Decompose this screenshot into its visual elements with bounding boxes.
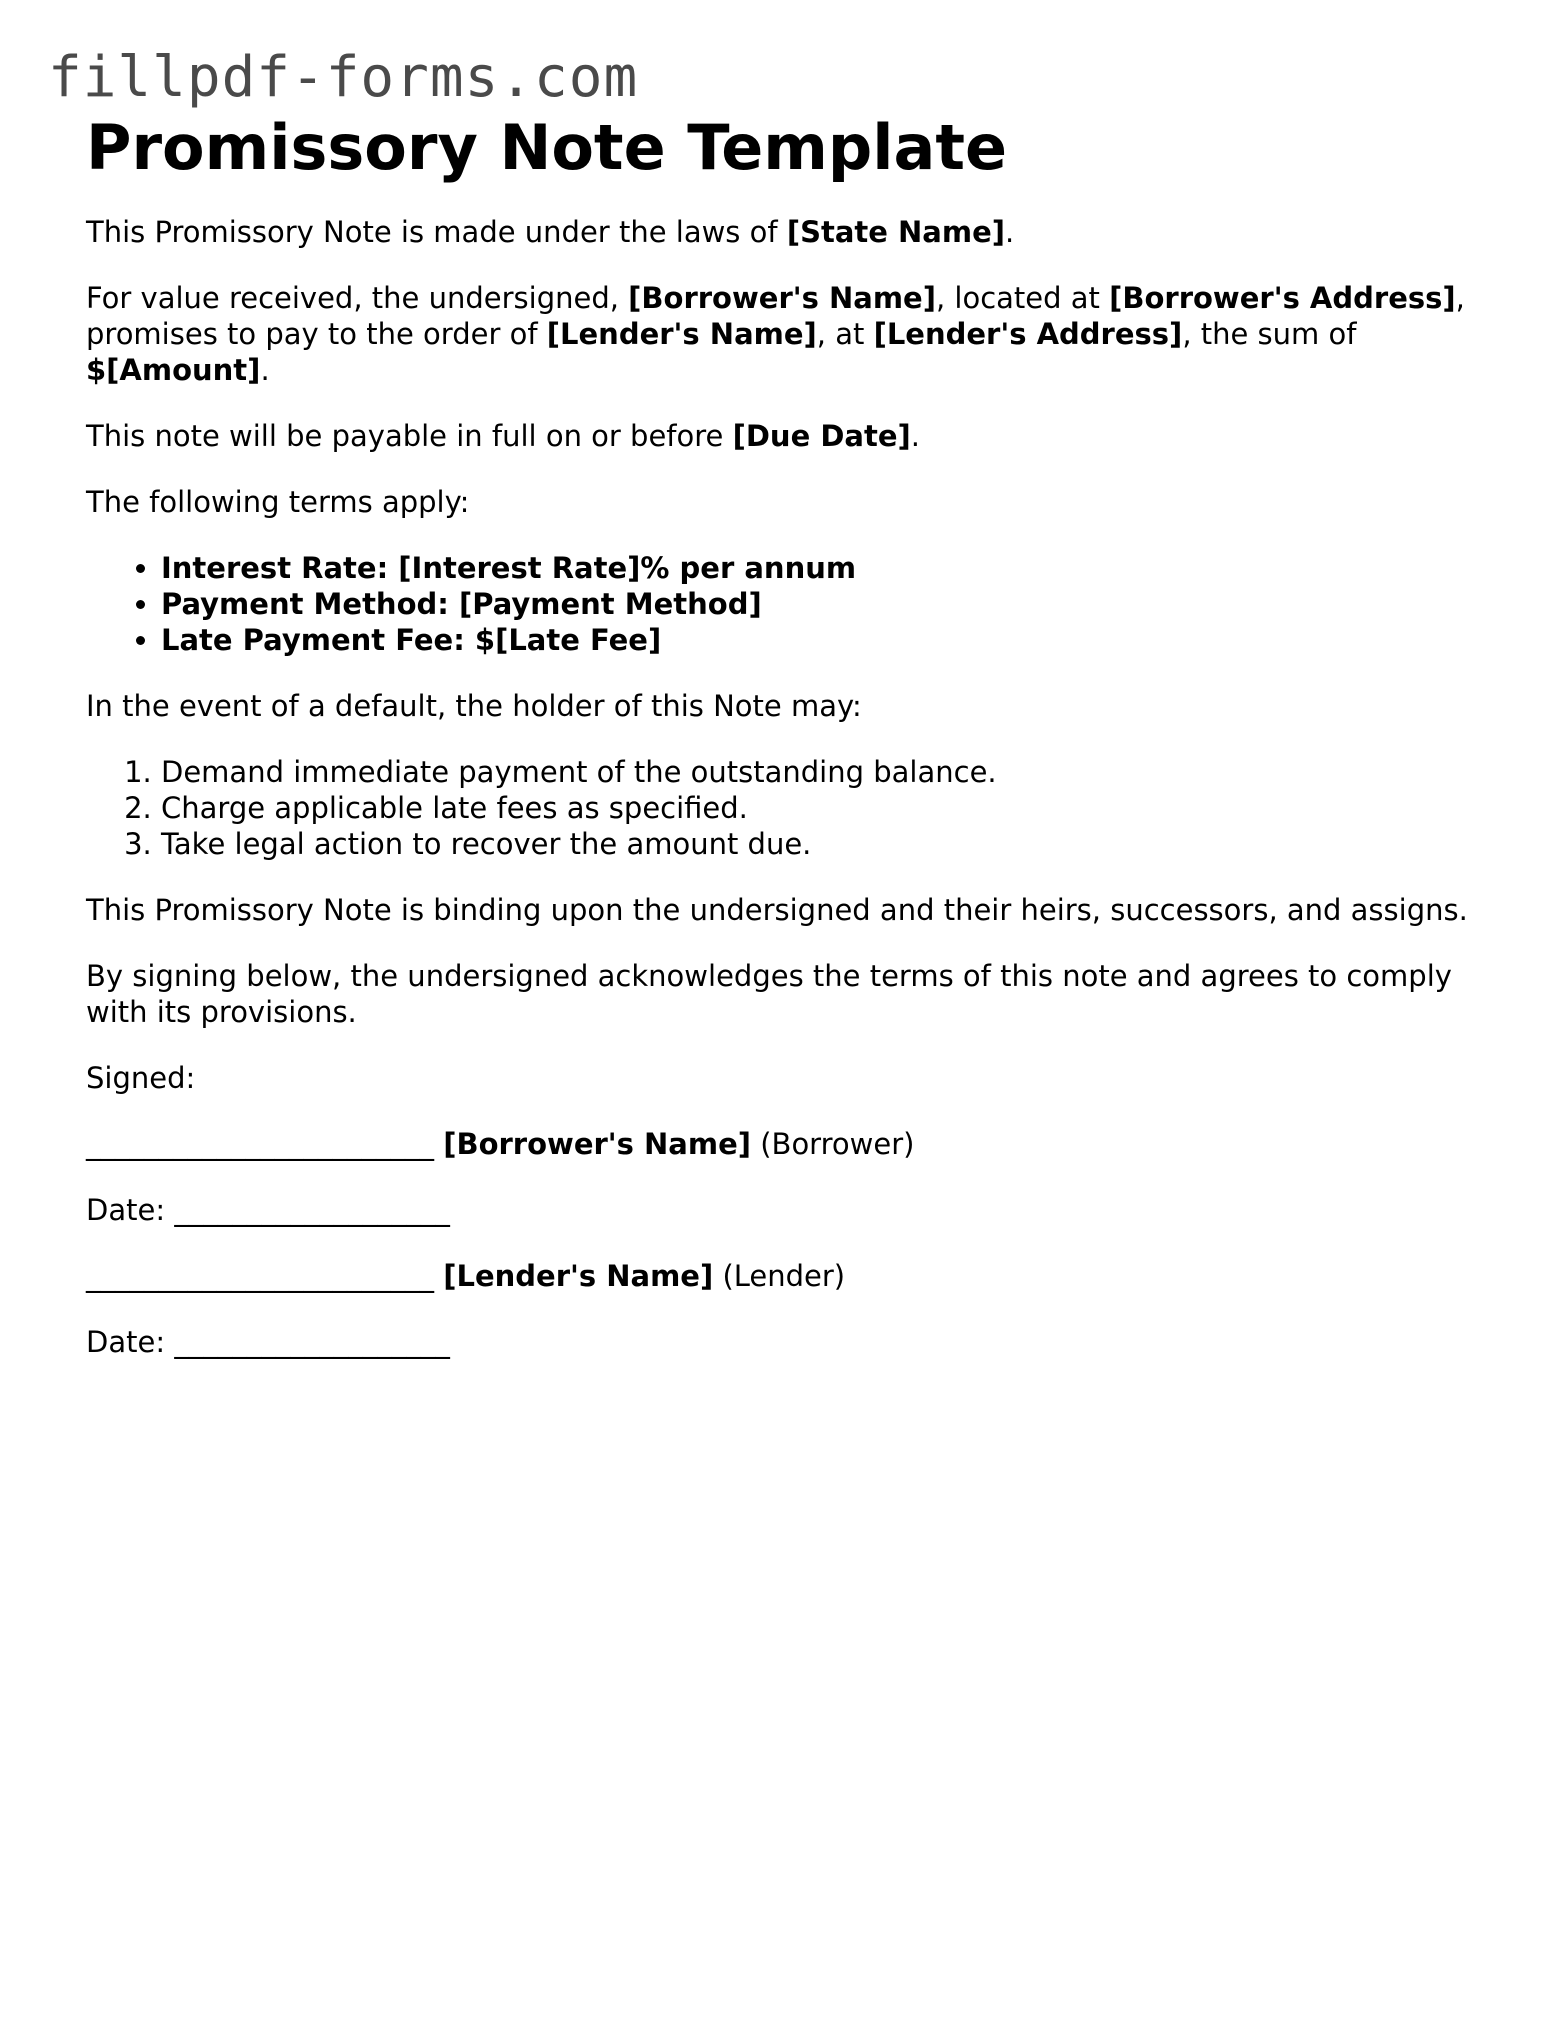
terms-list — [86, 550, 1486, 658]
lender-signature-line — [86, 1258, 1486, 1294]
borrower-address-placeholder: [Borrower's Address] — [1109, 281, 1456, 315]
state-placeholder: [State Name] — [786, 215, 1005, 249]
value-text-2: , located at — [935, 281, 1110, 315]
list-item: 1. Demand immediate payment of the outstanding balance. — [161, 754, 1486, 790]
date-blank: ___________________ — [174, 1325, 450, 1359]
state-paragraph — [86, 214, 1486, 250]
list-item: 2. Charge applicable late fees as specified. — [161, 790, 1486, 826]
state-suffix: . — [1005, 215, 1015, 249]
page-title: Promissory Note Template — [86, 111, 1008, 184]
signature-blank: ________________________ — [86, 1259, 434, 1293]
due-paragraph — [86, 418, 1486, 454]
terms-intro: The following terms apply: — [86, 485, 470, 519]
list-item: • Late Payment Fee: $[Late Fee] — [161, 622, 1486, 658]
due-suffix: . — [910, 419, 920, 453]
borrower-signature-line — [86, 1126, 1486, 1162]
value-text-1: For value received, the undersigned, — [86, 281, 629, 315]
lender-signature-name: [Lender's Name] — [443, 1259, 714, 1293]
borrower-name-placeholder: [Borrower's Name] — [628, 281, 936, 315]
binding-paragraph: This Promissory Note is binding upon the undersigned and their heirs, successors, and assigns. — [86, 893, 1468, 927]
date-label: Date: — [86, 1193, 166, 1227]
date-label: Date: — [86, 1325, 166, 1359]
value-paragraph — [86, 280, 1486, 388]
borrower-date-line — [86, 1192, 1486, 1228]
due-prefix: This note will be payable in full on or before — [86, 419, 733, 453]
signed-label: Signed: — [86, 1061, 196, 1095]
lender-date-line — [86, 1324, 1486, 1360]
default-intro: In the event of a default, the holder of this Note may: — [86, 689, 862, 723]
borrower-role: (Borrower) — [760, 1127, 915, 1161]
state-prefix: This Promissory Note is made under the laws of — [86, 215, 787, 249]
value-text-3: , promises to pay to the order of — [86, 281, 1465, 351]
value-text-4: , at — [816, 317, 874, 351]
list-item: • Interest Rate: [Interest Rate]% per annum — [161, 550, 1486, 586]
lender-address-placeholder: [Lender's Address] — [873, 317, 1183, 351]
date-blank: ___________________ — [174, 1193, 450, 1227]
value-text-5: , the sum of — [1182, 317, 1357, 351]
borrower-signature-name: [Borrower's Name] — [443, 1127, 752, 1161]
due-date-placeholder: [Due Date] — [732, 419, 911, 453]
list-item: • Payment Method: [Payment Method] — [161, 586, 1486, 622]
signature-blank: ________________________ — [86, 1127, 434, 1161]
watermark: fillpdf-forms.com — [48, 45, 639, 110]
default-actions-list — [86, 754, 1486, 862]
acknowledge-paragraph: By signing below, the undersigned acknowledges the terms of this note and agrees to comply with its provisions. — [86, 959, 1452, 1029]
lender-role: (Lender) — [722, 1259, 846, 1293]
value-text-6: . — [260, 353, 270, 387]
lender-name-placeholder: [Lender's Name] — [546, 317, 817, 351]
list-item: 3. Take legal action to recover the amount due. — [161, 826, 1486, 862]
document-body — [86, 108, 1486, 1360]
amount-placeholder: $[Amount] — [86, 353, 261, 387]
